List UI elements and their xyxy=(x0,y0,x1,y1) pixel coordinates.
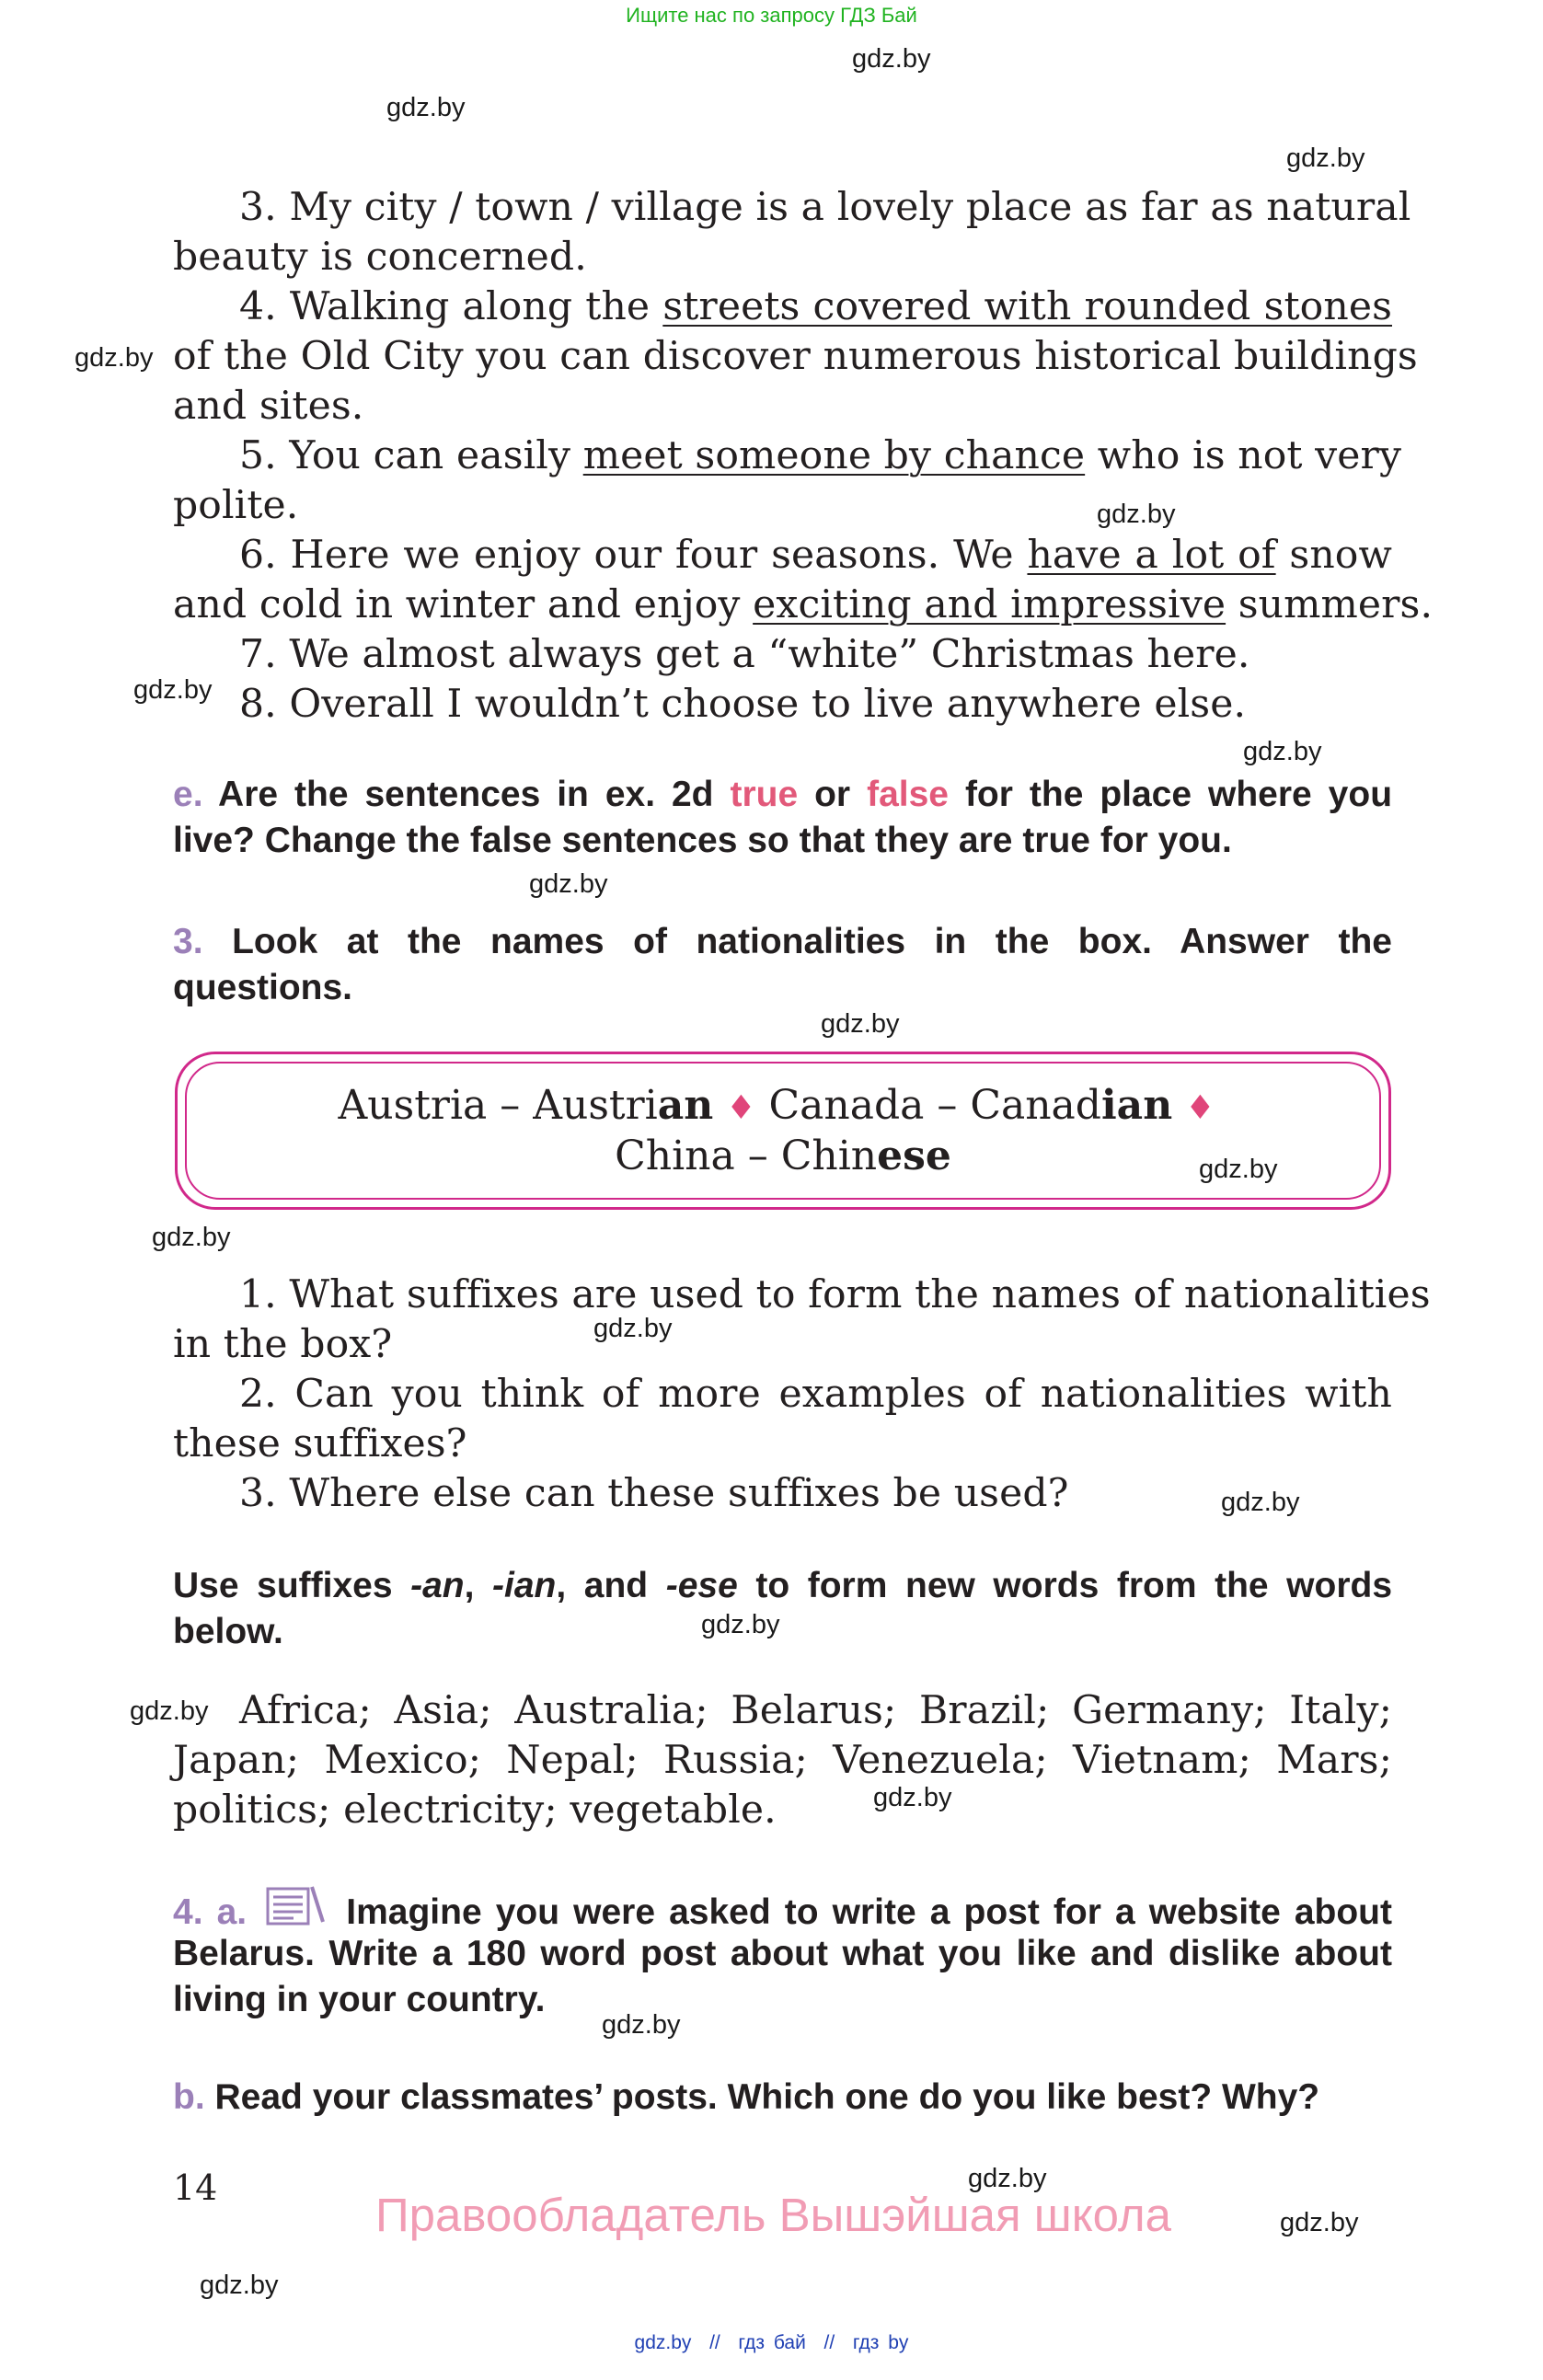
watermark: gdz.by xyxy=(852,44,931,74)
suffix-task-line-1: Use suffixes -an, -ian, and -ese to form new words from the words xyxy=(173,1566,1393,1605)
watermark: gdz.by xyxy=(701,1610,780,1639)
sentence-3-line-1: 3. My city / town / village is a lovely place as far as natural xyxy=(239,185,1411,230)
sentence-5-line-2: polite. xyxy=(173,483,299,528)
task-3-line-2: questions. xyxy=(173,968,353,1007)
watermark: gdz.by xyxy=(386,93,466,122)
copyright-notice: Правообладатель Вышэйшая школа xyxy=(375,2189,1171,2241)
sentence-8: 8. Overall I wouldn’t choose to live anywhere else. xyxy=(239,682,1247,727)
nationalities-box xyxy=(175,1052,1391,1210)
page-number: 14 xyxy=(173,2167,218,2208)
task-number: b. xyxy=(173,2077,205,2117)
question-1-line-2: in the box? xyxy=(173,1322,393,1367)
sentence-3-line-2: beauty is concerned. xyxy=(173,235,587,280)
task-number: 4. a. xyxy=(173,1892,248,1932)
watermark: gdz.by xyxy=(821,1009,900,1039)
box-line-2: China – Chinese xyxy=(615,1133,951,1179)
task-number: 3. xyxy=(173,922,203,961)
top-banner[interactable]: Ищите нас по запросу ГДЗ Бай xyxy=(626,4,917,27)
word-list-line-3: politics; electricity; vegetable. xyxy=(173,1788,777,1833)
watermark: gdz.by xyxy=(873,1783,952,1812)
word-list-line-2: Japan; Mexico; Nepal; Russia; Venezuela; Vietnam; Mars; xyxy=(173,1738,1392,1783)
watermark: gdz.by xyxy=(529,869,608,899)
task-4a-line-3: living in your country. xyxy=(173,1980,546,2019)
task-3-line-1: 3. Look at the names of nationalities in the box. Answer the xyxy=(173,922,1392,961)
watermark: gdz.by xyxy=(1199,1155,1278,1184)
box-line-1: Austria – Austrian ♦ Canada – Canadian ♦ xyxy=(178,1082,1388,1129)
sentence-4-line-1: 4. Walking along the streets covered with rounded stones xyxy=(239,284,1392,329)
question-3: 3. Where else can these suffixes be used? xyxy=(239,1471,1069,1516)
watermark: gdz.by xyxy=(1097,500,1176,529)
word-list-line-1: Africa; Asia; Australia; Belarus; Brazil; Germany; Italy; xyxy=(239,1688,1392,1733)
sentence-6-line-1: 6. Here we enjoy our four seasons. We have a lot of snow xyxy=(239,533,1392,578)
diamond-icon: ♦ xyxy=(726,1089,756,1127)
suffix-task-line-2: below. xyxy=(173,1612,283,1651)
sentence-6-line-2: and cold in winter and enjoy exciting and impressive summers. xyxy=(173,582,1434,627)
watermark: gdz.by xyxy=(602,2010,681,2040)
diamond-icon: ♦ xyxy=(1185,1089,1215,1127)
watermark: gdz.by xyxy=(1243,737,1322,766)
footer-links[interactable]: gdz.by // гдз бай // гдз by xyxy=(634,2332,909,2353)
question-2-line-2: these suffixes? xyxy=(173,1421,467,1466)
watermark: gdz.by xyxy=(593,1314,673,1343)
watermark: gdz.by xyxy=(1221,1488,1300,1517)
watermark: gdz.by xyxy=(968,2164,1047,2193)
watermark: gdz.by xyxy=(152,1223,231,1252)
task-e-line-1: e. Are the sentences in ex. 2d true or false for the place where you xyxy=(173,775,1393,814)
task-4a-line-1: 4. a. Imagine you were asked to write a post for a website about xyxy=(173,1885,1392,1939)
sentence-7: 7. We almost always get a “white” Christmas here. xyxy=(239,632,1250,677)
sentence-5-line-1: 5. You can easily meet someone by chance who is not very xyxy=(239,433,1402,478)
task-4a-line-2: Belarus. Write a 180 word post about what you like and dislike about xyxy=(173,1934,1392,1973)
question-1-line-1: 1. What suffixes are used to form the names of nationalities xyxy=(239,1272,1431,1317)
watermark: gdz.by xyxy=(1280,2208,1359,2237)
watermark: gdz.by xyxy=(1286,144,1365,173)
sentence-4-line-2: of the Old City you can discover numerous historical buildings xyxy=(173,334,1418,379)
task-e-line-2: live? Change the false sentences so that they are true for you. xyxy=(173,821,1232,860)
watermark: gdz.by xyxy=(75,343,154,373)
watermark: gdz.by xyxy=(133,675,213,705)
task-number: e. xyxy=(173,775,203,814)
task-4b: b. Read your classmates’ posts. Which one do you like best? Why? xyxy=(173,2077,1320,2117)
question-2-line-1: 2. Can you think of more examples of nationalities with xyxy=(239,1372,1392,1417)
sentence-4-line-3: and sites. xyxy=(173,384,364,429)
watermark: gdz.by xyxy=(130,1696,209,1726)
watermark: gdz.by xyxy=(200,2271,279,2300)
